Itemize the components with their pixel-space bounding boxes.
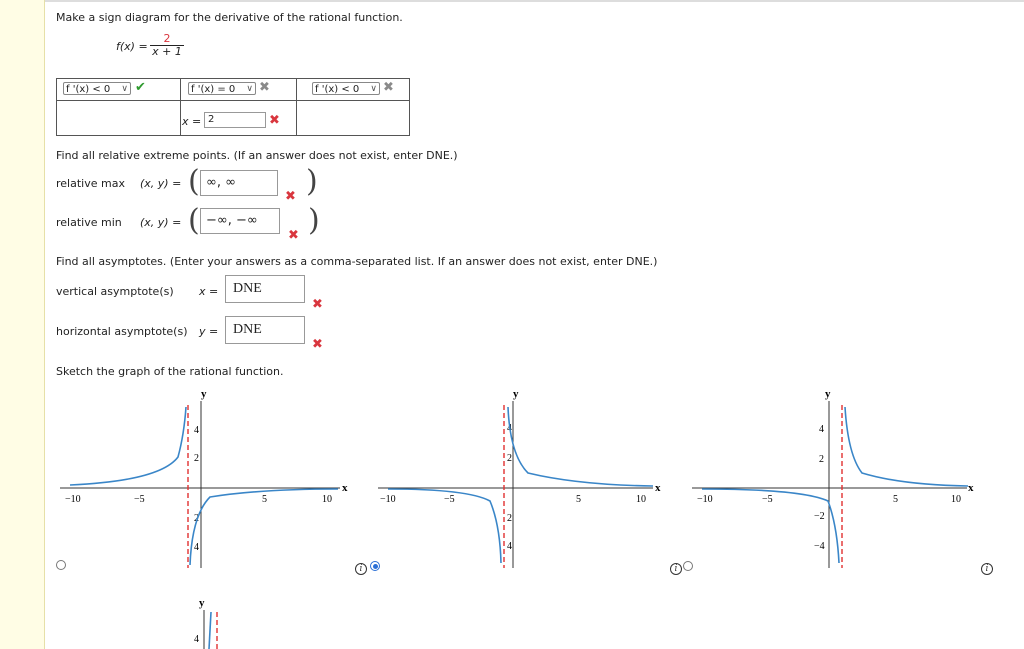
sketch-prompt: Sketch the graph of the rational function. (56, 365, 284, 378)
y-tick-label: 4 (507, 541, 512, 552)
graph-option-1 (60, 385, 360, 570)
cross-red-icon: ✖ (285, 189, 296, 204)
fraction-denominator (150, 45, 184, 58)
xy-label-max: (x, y) = (140, 177, 182, 190)
x-tick-label: −10 (65, 494, 81, 505)
relative-max-value: ∞, ∞ (206, 175, 236, 190)
fx-label (116, 40, 148, 53)
fraction-numerator: 2 (163, 32, 171, 45)
y-tick-label: 2 (194, 513, 199, 524)
y-tick-label: 4 (194, 542, 199, 553)
open-paren: ( (188, 164, 200, 199)
fx-text: f(x) = (116, 40, 148, 53)
x-tick-label: −5 (762, 494, 773, 505)
checkmark-icon: ✔ (135, 80, 146, 95)
cross-gray-icon: ✖ (259, 80, 270, 95)
relative-min-value: −∞, −∞ (206, 213, 258, 228)
graph-option-1-radio[interactable] (56, 560, 66, 570)
open-paren: ( (188, 203, 200, 238)
info-icon[interactable]: i (670, 563, 682, 575)
y-axis-label: y (513, 388, 519, 400)
x-tick-label: −10 (380, 494, 396, 505)
relative-max-input[interactable] (200, 170, 278, 196)
select-right-value: f '(x) < 0 (315, 84, 360, 95)
curve-branch (209, 612, 211, 649)
close-paren: ) (306, 164, 318, 199)
x-axis-label: x (968, 482, 974, 494)
select-left-value: f '(x) < 0 (66, 84, 111, 95)
cross-red-icon: ✖ (288, 228, 299, 243)
y-axis-label: y (825, 388, 831, 400)
cross-red-icon: ✖ (269, 113, 280, 128)
y-tick-label: −2 (814, 511, 825, 522)
info-icon[interactable]: i (355, 563, 367, 575)
horizontal-y-eq: y = (199, 325, 219, 338)
question-side-bar (0, 0, 45, 649)
x-tick-label: 10 (636, 494, 646, 505)
graph-option-3 (692, 385, 992, 570)
x-tick-label: 5 (576, 494, 581, 505)
info-icon[interactable]: i (981, 563, 993, 575)
point-cell-left (57, 101, 181, 135)
horizontal-asymptote-input[interactable] (225, 316, 305, 344)
x-eq-label: x = (182, 115, 202, 128)
problem-prompt: Make a sign diagram for the derivative of the rational function. (56, 11, 403, 24)
sign-select-right[interactable] (312, 82, 380, 95)
x-tick-label: −5 (444, 494, 455, 505)
x-tick-label: −5 (134, 494, 145, 505)
y-tick-label: 4 (507, 423, 512, 434)
select-mid-value: f '(x) = 0 (191, 84, 236, 95)
relative-min-label: relative min (56, 216, 122, 229)
curve-branch-right (845, 407, 968, 486)
vertical-asymptote-value: DNE (233, 281, 262, 296)
cross-red-icon: ✖ (312, 337, 323, 352)
top-border (0, 0, 1024, 2)
extrema-prompt: Find all relative extreme points. (If an answer does not exist, enter DNE.) (56, 149, 458, 162)
y-tick-label: 2 (507, 513, 512, 524)
y-tick-label: 4 (819, 424, 824, 435)
relative-max-label: relative max (56, 177, 125, 190)
curve-branch-right (508, 407, 653, 486)
vertical-x-eq: x = (199, 285, 219, 298)
y-tick-label: −4 (814, 541, 825, 552)
critical-x-value: 2 (208, 114, 215, 125)
asymptotes-prompt: Find all asymptotes. (Enter your answers as a comma-separated list. If an answer does not exist, enter DNE.) (56, 255, 658, 268)
sign-select-mid[interactable] (188, 82, 256, 95)
x-tick-label: 10 (951, 494, 961, 505)
cross-gray-icon: ✖ (383, 80, 394, 95)
vertical-asymptote-label: vertical asymptote(s) (56, 285, 174, 298)
sign-select-left[interactable] (63, 82, 131, 95)
vertical-asymptote-input[interactable] (225, 275, 305, 303)
chevron-down-icon: ∨ (370, 84, 377, 94)
y-axis-label: y (199, 597, 205, 609)
graph-option-2 (378, 385, 678, 570)
critical-x-input[interactable] (204, 112, 266, 128)
chevron-down-icon: ∨ (121, 84, 128, 94)
y-tick-label: 2 (507, 453, 512, 464)
y-tick-label: 4 (194, 634, 199, 645)
cross-red-icon: ✖ (312, 297, 323, 312)
fraction (150, 33, 184, 58)
chevron-down-icon: ∨ (246, 84, 253, 94)
curve-branch-left (70, 407, 186, 485)
x-tick-label: 5 (262, 494, 267, 505)
y-tick-label: 2 (819, 454, 824, 465)
x-tick-label: 5 (893, 494, 898, 505)
x-axis-label: x (655, 482, 661, 494)
x-axis-label: x (342, 482, 348, 494)
y-tick-label: 2 (194, 453, 199, 464)
y-tick-label: 4 (194, 425, 199, 436)
xy-label-min: (x, y) = (140, 216, 182, 229)
horizontal-asymptote-value: DNE (233, 322, 262, 337)
x-tick-label: −10 (697, 494, 713, 505)
denominator-text: x + 1 (152, 45, 182, 58)
x-tick-label: 10 (322, 494, 332, 505)
close-paren: ) (308, 203, 320, 238)
graph-option-4 (190, 594, 230, 649)
horizontal-asymptote-label: horizontal asymptote(s) (56, 325, 188, 338)
y-axis-label: y (201, 388, 207, 400)
relative-min-input[interactable] (200, 208, 280, 234)
